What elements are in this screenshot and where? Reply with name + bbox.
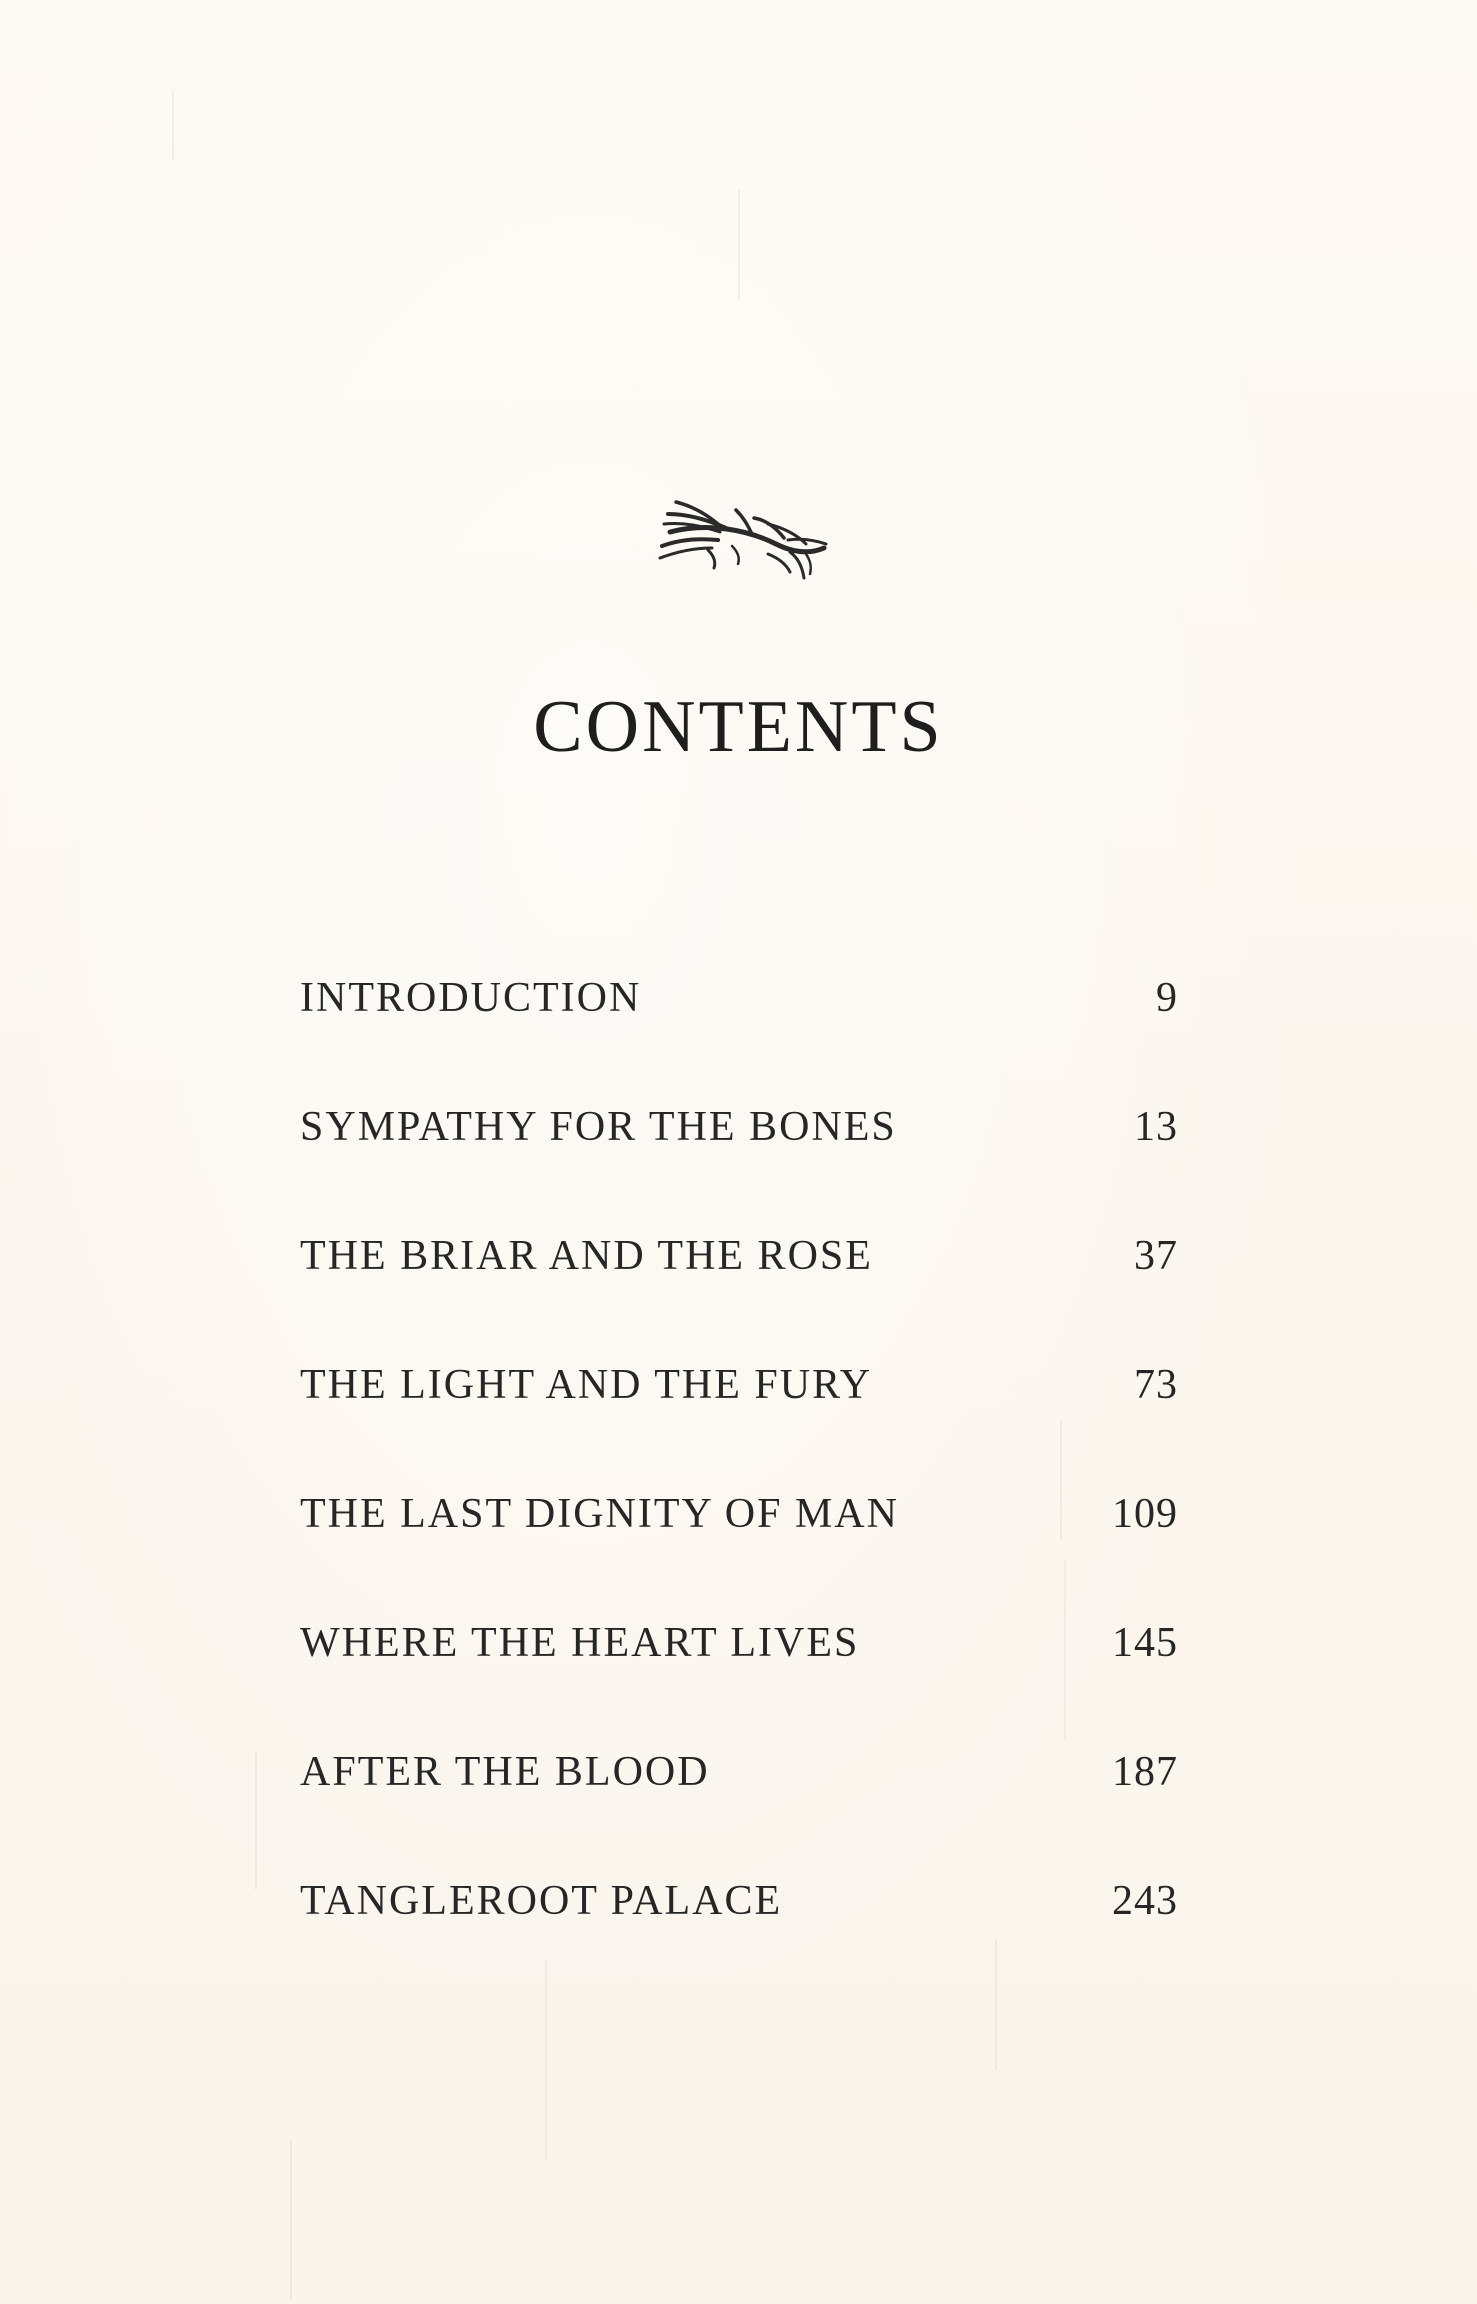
toc-entry-title: THE LAST DIGNITY OF MAN bbox=[300, 1491, 899, 1537]
toc-entry bbox=[300, 1732, 1178, 1861]
toc-entry bbox=[300, 1216, 1178, 1345]
toc-entry-title: THE LIGHT AND THE FURY bbox=[300, 1362, 873, 1408]
toc-entry bbox=[300, 1603, 1178, 1732]
toc-entry-page: 243 bbox=[1112, 1878, 1178, 1924]
toc-entry-page: 37 bbox=[1134, 1233, 1178, 1279]
table-of-contents bbox=[300, 958, 1178, 1990]
toc-entry-page: 73 bbox=[1134, 1362, 1178, 1408]
paper-fiber bbox=[545, 1960, 547, 2160]
toc-entry-page: 13 bbox=[1134, 1104, 1178, 1150]
toc-entry-title: THE BRIAR AND THE ROSE bbox=[300, 1233, 873, 1279]
toc-entry-title: WHERE THE HEART LIVES bbox=[300, 1620, 860, 1666]
leaf-ornament-icon bbox=[648, 488, 832, 584]
toc-entry bbox=[300, 1087, 1178, 1216]
paper-fiber bbox=[172, 90, 174, 160]
page-title: CONTENTS bbox=[533, 686, 944, 768]
toc-entry bbox=[300, 958, 1178, 1087]
paper-fiber bbox=[290, 2140, 292, 2300]
toc-entry-page: 109 bbox=[1112, 1491, 1178, 1537]
paper-fiber bbox=[255, 1750, 257, 1890]
paper-fiber bbox=[738, 190, 740, 300]
toc-entry bbox=[300, 1345, 1178, 1474]
toc-entry-title: SYMPATHY FOR THE BONES bbox=[300, 1104, 897, 1150]
toc-entry-page: 9 bbox=[1156, 975, 1178, 1021]
toc-entry-page: 145 bbox=[1112, 1620, 1178, 1666]
toc-entry-title: TANGLEROOT PALACE bbox=[300, 1878, 783, 1924]
toc-entry-title: INTRODUCTION bbox=[300, 975, 642, 1021]
toc-entry-title: AFTER THE BLOOD bbox=[300, 1749, 710, 1795]
toc-entry bbox=[300, 1474, 1178, 1603]
toc-entry bbox=[300, 1861, 1178, 1990]
toc-entry-page: 187 bbox=[1112, 1749, 1178, 1795]
